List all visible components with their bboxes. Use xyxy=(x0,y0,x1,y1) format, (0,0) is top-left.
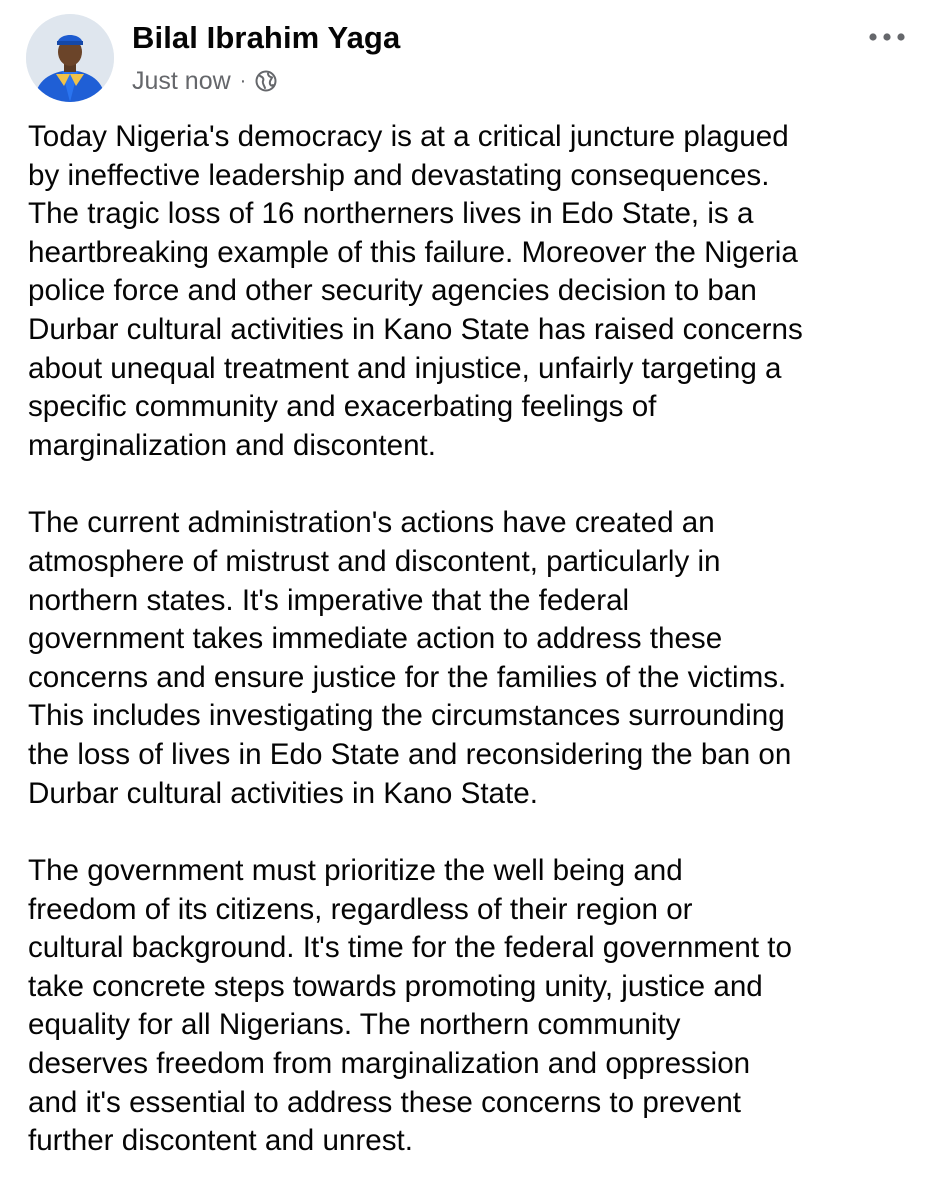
more-options-button[interactable] xyxy=(862,22,912,52)
author-name[interactable]: Bilal Ibrahim Yaga xyxy=(132,20,401,55)
post-header xyxy=(0,0,937,115)
avatar[interactable] xyxy=(26,14,114,102)
timestamp[interactable]: Just now xyxy=(132,66,231,95)
post-paragraph: The government must prioritize the well being and freedom of its citizens, regardless of their region or cultural background. It's time for the federal government to take concrete steps towards promoting unity, justice and equality for all Nigerians. The northern community deserves freedom from marginalization and oppression and it's essential to address these concerns to prevent further discontent and unrest. xyxy=(28,854,792,1158)
more-options-icon xyxy=(867,32,907,42)
post-meta xyxy=(132,64,277,98)
post-paragraph: The current administration's actions have created an atmosphere of mistrust and discontent, particularly in northern states. It's imperative that the federal government takes immediate action to address these concerns and ensure justice for the families of the victims. This includes investigating the circumstances surrounding the loss of lives in Edo State and reconsidering the ban on Durbar cultural activities in Kano State. xyxy=(28,506,792,810)
post-paragraph: Today Nigeria's democracy is at a critical juncture plagued by ineffective leadership and devastating consequences. The tragic loss of 16 northerners lives in Edo State, is a heartbreaking example of this failure. Moreover the Nigeria police force and other security agencies decision to ban Durbar cultural activities in Kano State has raised concerns about unequal treatment and injustice, unfairly targeting a specific community and exacerbating feelings of marginalization and discontent. xyxy=(28,120,803,462)
meta-separator: · xyxy=(239,69,247,92)
avatar-image xyxy=(26,14,114,102)
post-body xyxy=(28,118,923,1200)
globe-icon[interactable] xyxy=(255,70,277,92)
